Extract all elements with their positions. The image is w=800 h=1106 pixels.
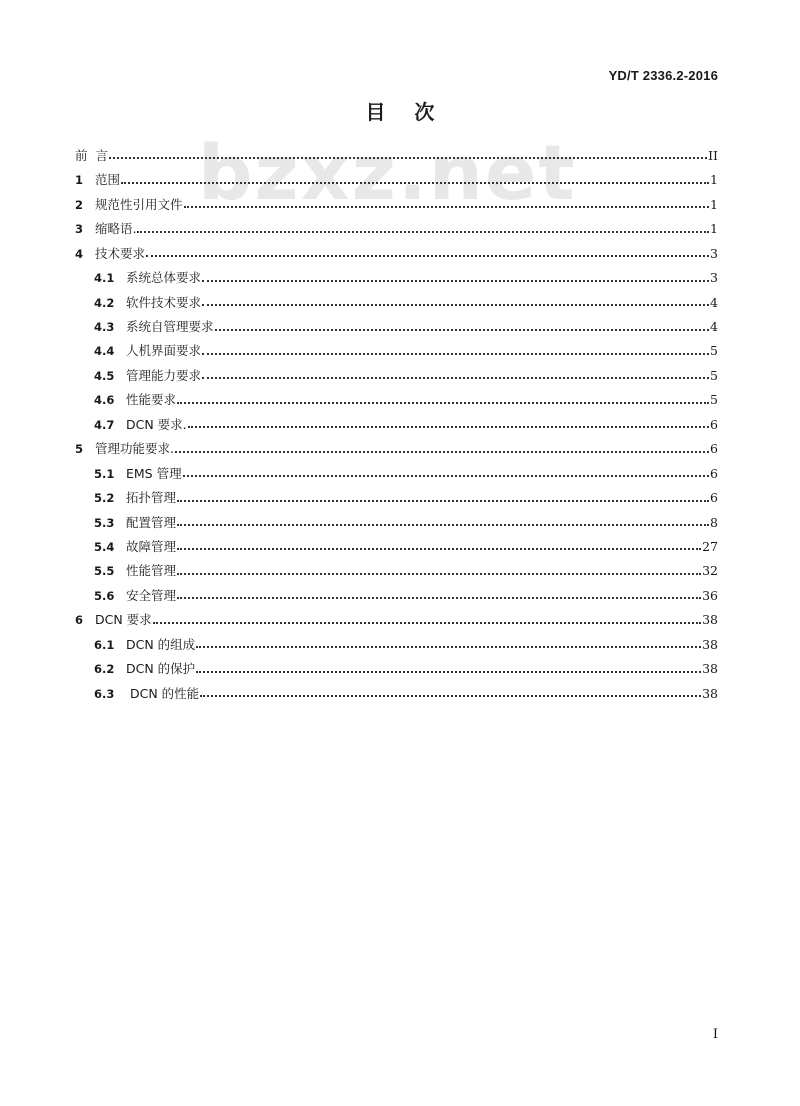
toc-entry[interactable] <box>75 138 718 162</box>
toc-entry[interactable] <box>75 627 718 651</box>
toc-entry-label: DCN 要求. <box>126 416 187 432</box>
toc-entry[interactable] <box>75 456 718 480</box>
toc-dot-leader <box>146 255 709 257</box>
toc-entry-number: 5.6 <box>94 588 115 603</box>
toc-entry-label: 管理能力要求 <box>126 367 202 383</box>
toc-dot-leader <box>202 304 709 306</box>
toc-entry-page: 6 <box>710 441 718 457</box>
toc-entry[interactable] <box>75 407 718 431</box>
toc-entry-page: 3 <box>710 245 718 261</box>
toc-entry[interactable] <box>75 480 718 504</box>
toc-entry[interactable] <box>75 211 718 235</box>
toc-entry-number: 4.1 <box>94 271 115 286</box>
table-of-contents <box>75 138 718 700</box>
toc-entry-page: 1 <box>710 196 718 212</box>
toc-entry-label: 技术要求 <box>95 245 146 261</box>
toc-entry-label: 性能要求 <box>126 392 177 408</box>
toc-entry-label: 系统自管理要求 <box>126 319 214 334</box>
toc-dot-leader <box>177 500 709 502</box>
toc-entry[interactable] <box>75 187 718 211</box>
toc-entry-page: 4 <box>710 294 718 310</box>
toc-entry-number: 5.3 <box>94 515 115 530</box>
toc-entry-page: 32 <box>702 563 718 579</box>
toc-entry-label: DCN 的组成 <box>126 636 196 652</box>
toc-entry-number: 2 <box>75 197 84 212</box>
toc-dot-leader <box>183 475 709 477</box>
toc-dot-leader <box>200 695 701 697</box>
toc-entry-page: 6 <box>710 465 718 481</box>
toc-dot-leader <box>188 426 709 428</box>
toc-entry-page: 6 <box>710 490 718 506</box>
toc-entry-label: 性能管理 <box>126 563 177 579</box>
toc-entry[interactable] <box>75 651 718 675</box>
toc-entry[interactable] <box>75 260 718 284</box>
toc-entry-number: 6.1 <box>94 637 115 652</box>
toc-entry-number: 5.1 <box>94 466 115 481</box>
toc-entry-label: 配置管理 <box>126 514 177 530</box>
toc-dot-leader <box>202 377 709 379</box>
toc-entry-page: 6 <box>710 416 718 432</box>
toc-entry[interactable] <box>75 334 718 358</box>
toc-entry-number: 5.2 <box>94 491 115 506</box>
toc-dot-leader <box>177 548 701 550</box>
toc-entry-number: 1 <box>75 173 84 188</box>
page-title: 目 次 <box>365 100 435 124</box>
toc-entry-number: 4.3 <box>94 320 115 334</box>
toc-entry[interactable] <box>75 602 718 626</box>
watermark: bzxz.net <box>198 128 577 217</box>
toc-entry-number: 6.3 <box>94 686 115 701</box>
toc-entry-page: 38 <box>702 661 718 677</box>
toc-entry-page: 27 <box>702 538 718 554</box>
toc-entry-label: 拓扑管理 <box>126 490 177 506</box>
toc-entry[interactable] <box>75 505 718 529</box>
toc-entry-page: 4 <box>710 319 718 334</box>
toc-entry-label: EMS 管理 <box>126 465 182 481</box>
toc-dot-leader <box>196 671 701 673</box>
toc-entry[interactable] <box>75 285 718 309</box>
toc-entry-page: 36 <box>702 587 718 603</box>
standard-code: YD/T 2336.2-2016 <box>608 68 718 83</box>
toc-entry-page: 5 <box>710 343 718 359</box>
toc-entry-page: II <box>708 147 718 163</box>
toc-dot-leader <box>121 182 709 184</box>
toc-entry[interactable] <box>75 676 718 700</box>
toc-entry[interactable] <box>75 162 718 186</box>
toc-entry-label: DCN 的性能 <box>126 685 200 701</box>
toc-entry-label: 故障管理 <box>126 538 177 554</box>
toc-entry[interactable] <box>75 578 718 602</box>
toc-dot-leader <box>177 402 709 404</box>
toc-dot-leader <box>177 573 701 575</box>
toc-entry-number: 4.7 <box>94 417 115 432</box>
toc-entry-page: 1 <box>710 221 718 237</box>
toc-entry-label: 安全管理 <box>126 587 177 603</box>
toc-dot-leader <box>196 646 701 648</box>
toc-dot-leader <box>137 231 709 233</box>
toc-entry[interactable] <box>75 358 718 382</box>
toc-entry-number: 5.4 <box>94 539 115 554</box>
toc-dot-leader <box>215 329 710 331</box>
toc-entry-label: 管理功能要求. <box>95 441 174 457</box>
toc-dot-leader <box>175 451 709 453</box>
toc-entry-number: 3 <box>75 222 84 237</box>
toc-dot-leader <box>153 622 701 624</box>
toc-entry-label: DCN 要求 <box>95 612 152 628</box>
toc-entry-number: 4.4 <box>94 344 115 359</box>
toc-entry-label: 缩略语. <box>95 221 137 237</box>
toc-entry-page: 8 <box>710 514 718 530</box>
toc-dot-leader <box>202 353 709 355</box>
toc-entry-page: 5 <box>710 367 718 383</box>
toc-entry[interactable] <box>75 236 718 260</box>
toc-entry[interactable] <box>75 529 718 553</box>
toc-dot-leader <box>177 597 701 599</box>
toc-entry-page: 1 <box>710 172 718 188</box>
toc-entry-number: 6.2 <box>94 662 115 677</box>
toc-entry-label: DCN 的保护 <box>126 661 196 677</box>
toc-entry-page: 38 <box>702 685 718 701</box>
toc-dot-leader <box>184 206 710 208</box>
toc-entry-label: 规范性引用文件 <box>95 196 183 212</box>
toc-entry-number: 4.6 <box>94 393 115 408</box>
toc-entry-number: 5 <box>75 442 84 457</box>
toc-entry-page: 3 <box>710 270 718 286</box>
toc-entry[interactable] <box>75 553 718 577</box>
toc-dot-leader <box>109 157 707 159</box>
toc-entry[interactable] <box>75 309 718 333</box>
toc-entry-label: 系统总体要求 <box>126 270 202 286</box>
toc-entry-page: 38 <box>702 636 718 652</box>
toc-entry-page: 5 <box>710 392 718 408</box>
toc-entry-label: 范围 <box>95 172 121 188</box>
toc-dot-leader <box>202 280 709 282</box>
toc-dot-leader <box>177 524 709 526</box>
toc-entry-label: 人机界面要求 <box>126 343 202 359</box>
toc-entry-number: 6 <box>75 613 84 628</box>
toc-entry-page: 38 <box>702 612 718 628</box>
toc-entry-number: 4.5 <box>94 368 115 383</box>
toc-entry-label: 前 言 <box>75 147 108 163</box>
toc-entry-number: 4 <box>75 246 84 261</box>
toc-entry-number: 4.2 <box>94 295 115 310</box>
toc-entry-number: 5.5 <box>94 564 115 579</box>
toc-entry-label: 软件技术要求 <box>126 294 202 310</box>
toc-entry[interactable] <box>75 431 718 455</box>
page-number: I <box>712 1027 718 1042</box>
toc-entry[interactable] <box>75 382 718 406</box>
